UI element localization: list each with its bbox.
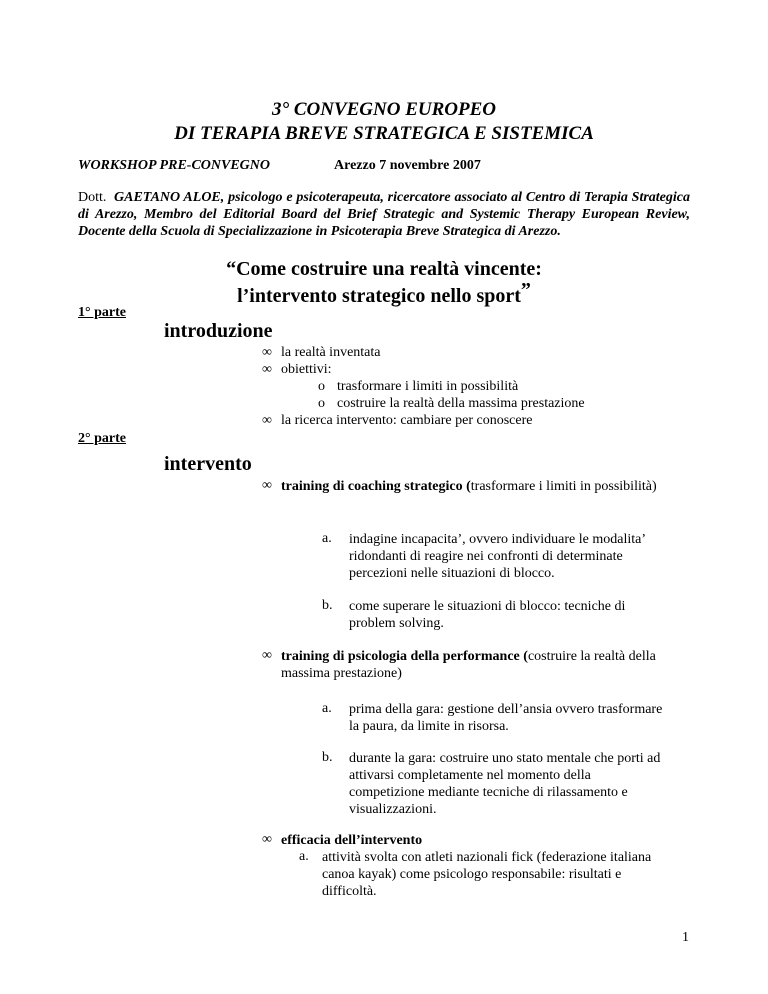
list-marker: a. xyxy=(322,531,332,546)
efficacy-item-a: attività svolta con atleti nazionali fick (federazione italiana canoa kayak) come psicologo responsabile: risultati e difficoltà. xyxy=(322,850,652,899)
workshop-label: WORKSHOP PRE-CONVEGNO xyxy=(78,158,271,173)
performance-item-b: durante la gara: costruire uno stato mentale che porti ad attivarsi completamente nel momento della competizione mediante tecniche di rilassamento e visualizzazioni. xyxy=(349,751,661,817)
list-marker: a. xyxy=(322,701,332,716)
performance-item-a: prima della gara: gestione dell’ansia ovvero trasformare la paura, da limite in risorsa. xyxy=(349,702,663,734)
coaching-heading-normal: trasformare i limiti in possibilità) xyxy=(470,479,657,494)
bullet-infinity-icon: ∞ xyxy=(262,413,272,428)
page-number: 1 xyxy=(682,930,689,945)
list-marker: b. xyxy=(322,750,333,765)
performance-heading-bold: training di psicologia della performance ( xyxy=(281,649,528,664)
bullet-infinity-icon: ∞ xyxy=(262,362,272,377)
list-item: la realtà inventata xyxy=(281,345,381,360)
workshop-date-place: Arezzo 7 novembre 2007 xyxy=(334,158,481,173)
coaching-item-a: indagine incapacita’, ovvero individuare le modalita’ ridondanti di reagire nei confronti di determinate percezioni nelle situazioni di blocco. xyxy=(349,532,645,581)
conference-title-line2: DI TERAPIA BREVE STRATEGICA E SISTEMICA xyxy=(174,123,594,144)
performance-heading xyxy=(281,648,681,682)
author-prefix: Dott. xyxy=(78,190,107,205)
efficacy-heading-bold: efficacia dell’intervento xyxy=(281,833,423,848)
conference-title-line1: 3° CONVEGNO EUROPEO xyxy=(271,99,496,120)
bullet-infinity-icon: ∞ xyxy=(262,345,272,360)
sub-list-item: trasformare i limiti in possibilità xyxy=(337,379,519,394)
talk-title-line1: “Come costruire una realtà vincente: xyxy=(226,258,542,280)
list-marker: a. xyxy=(299,849,309,864)
efficacy-heading xyxy=(281,832,681,849)
bullet-infinity-icon: ∞ xyxy=(262,648,272,663)
list-item: la ricerca intervento: cambiare per conoscere xyxy=(281,413,533,428)
coaching-heading xyxy=(281,478,681,495)
bullet-infinity-icon: ∞ xyxy=(262,478,272,493)
talk-title-close-quote: ” xyxy=(520,279,531,301)
bullet-circle-icon: o xyxy=(318,396,325,411)
section-introduzione: introduzione xyxy=(164,320,273,342)
performance-heading-normal: costruire la realtà della massima prestazione) xyxy=(281,649,656,681)
coaching-item-b: come superare le situazioni di blocco: tecniche di problem solving. xyxy=(349,599,626,631)
bullet-infinity-icon: ∞ xyxy=(262,832,272,847)
section-intervento: intervento xyxy=(164,453,252,475)
part1-label: 1° parte xyxy=(78,305,126,320)
list-marker: b. xyxy=(322,598,333,613)
part2-label: 2° parte xyxy=(78,431,126,446)
author-paragraph xyxy=(78,189,690,240)
bullet-circle-icon: o xyxy=(318,379,325,394)
talk-title-line2-text: l’intervento strategico nello sport xyxy=(237,285,521,307)
list-item: obiettivi: xyxy=(281,362,332,377)
author-text: GAETANO ALOE, psicologo e psicoterapeuta, ricercatore associato al Centro di Terapia Strategica di Arezzo, Membro del Editorial Board del Brief Strategic and Systemic Therapy European Review, Docente della Scuola di Specializzazione in Psicoterapia Breve Strategica di Arezzo. xyxy=(78,190,690,239)
coaching-heading-bold: training di coaching strategico ( xyxy=(281,479,471,494)
sub-list-item: costruire la realtà della massima prestazione xyxy=(337,396,585,411)
